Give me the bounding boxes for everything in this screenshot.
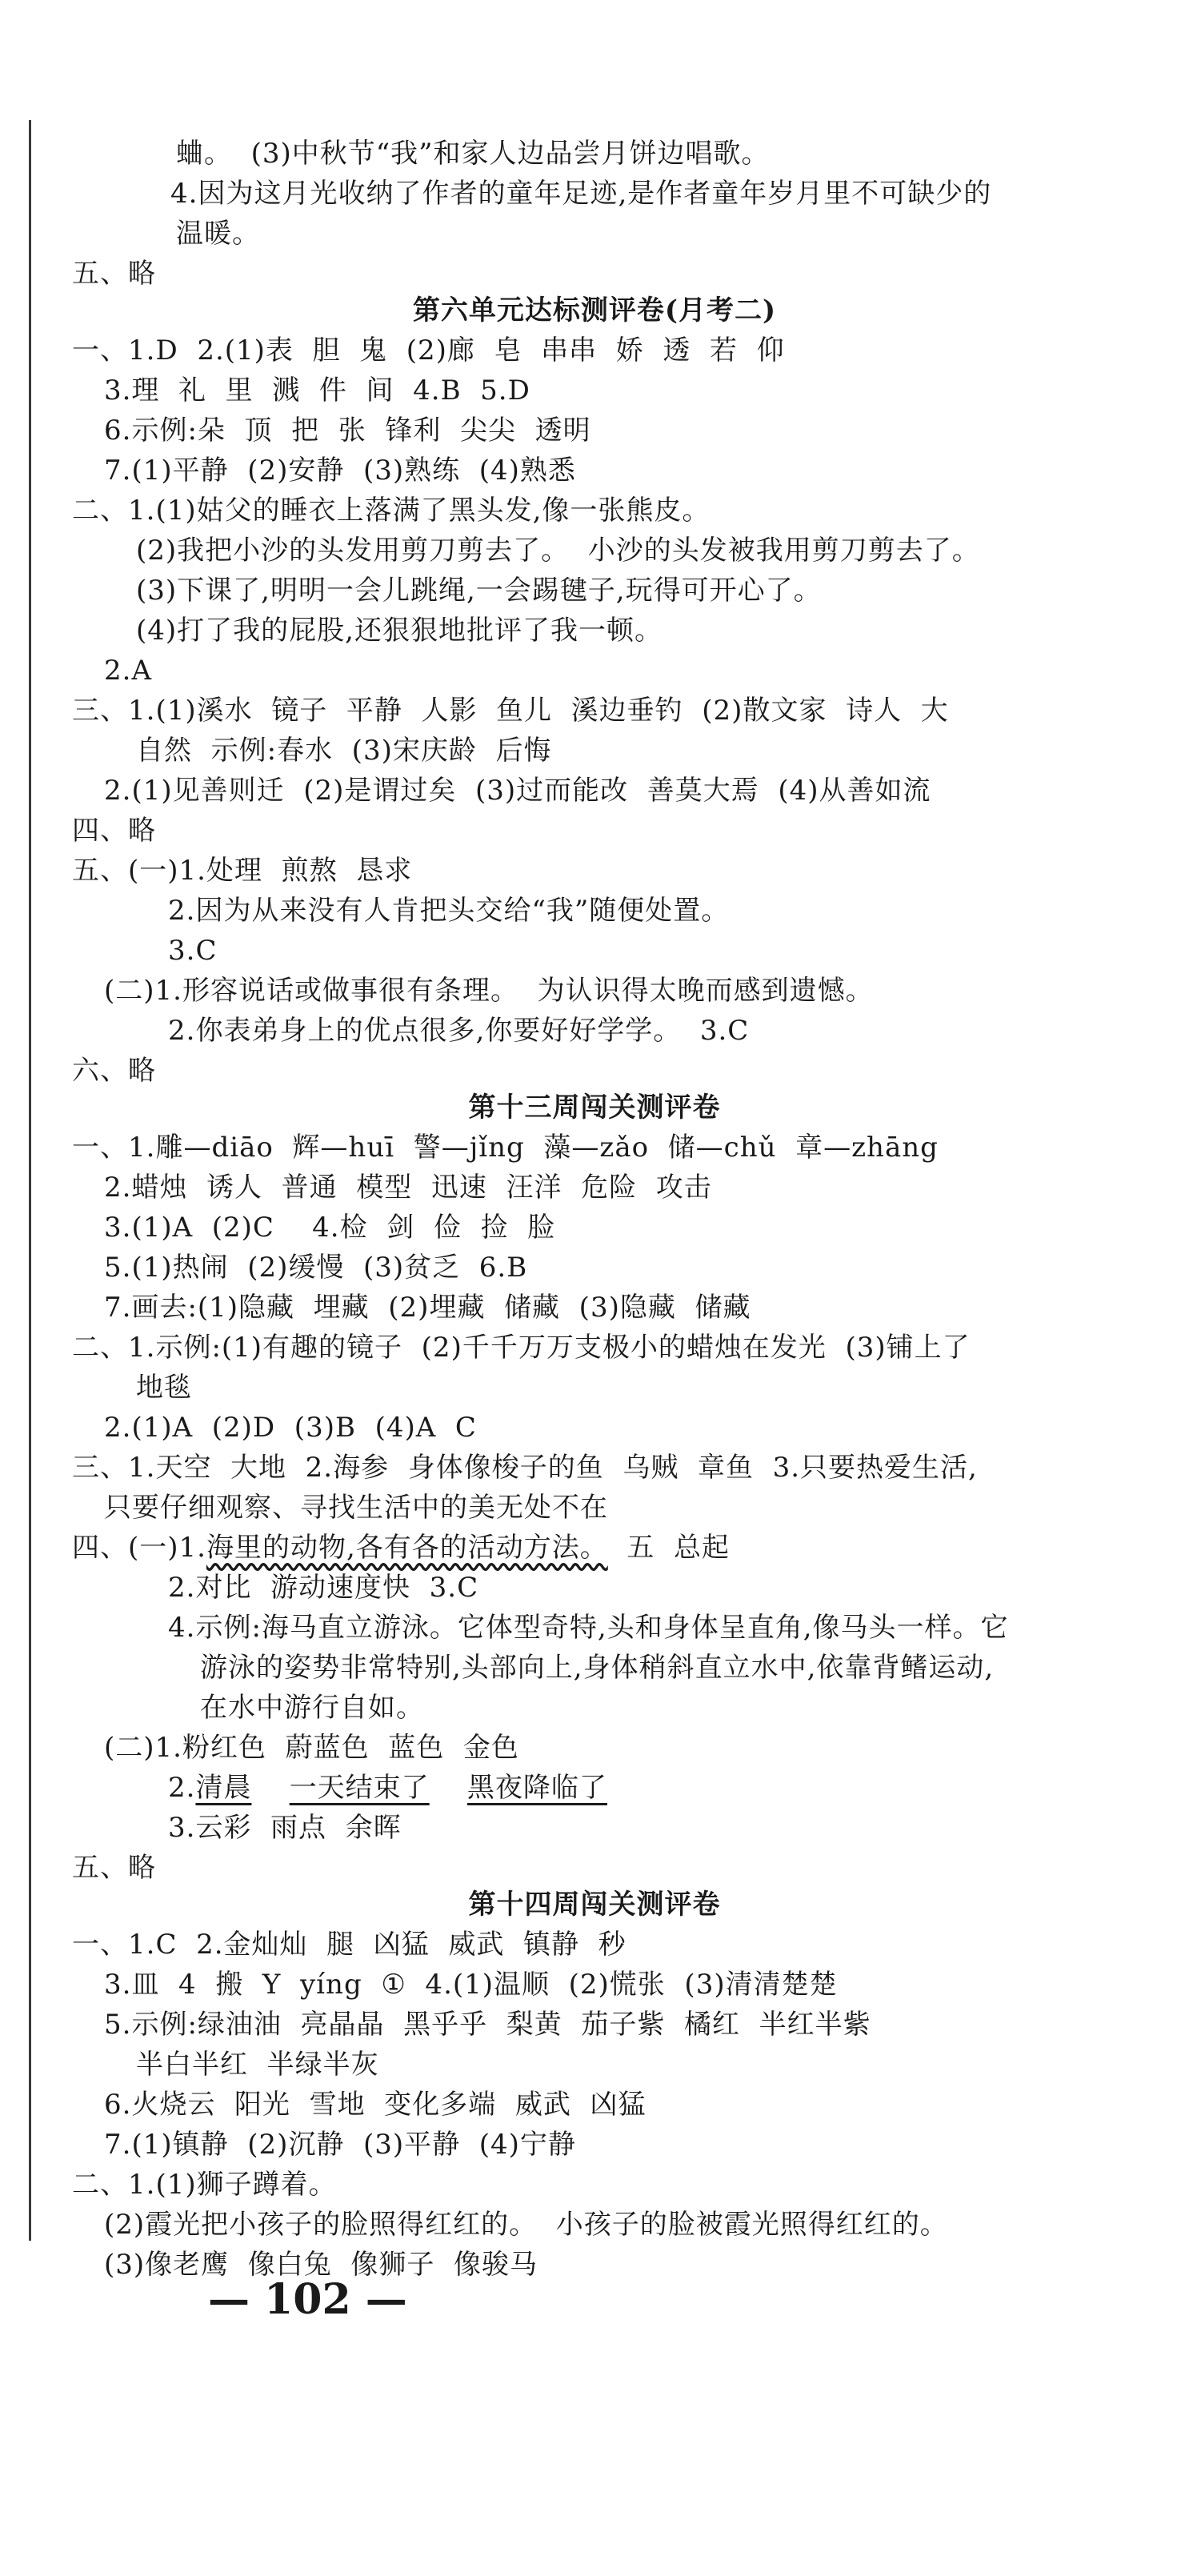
- q4-prefix: 四、(一)1.: [72, 1532, 206, 1564]
- text-line: 一、1.C 2.金灿灿 腿 凶猛 威武 镇静 秒: [72, 1929, 627, 1961]
- text-line: 在水中游行自如。: [200, 1692, 424, 1724]
- section-title-week14: 第十四周闯关测评卷: [468, 1889, 721, 1921]
- text-line: (2)霞光把小孩子的脸照得红红的。 小孩子的脸被霞光照得红红的。: [104, 2209, 948, 2241]
- text-line: 3.云彩 雨点 余晖: [168, 1812, 402, 1844]
- text-line: 一、1.D 2.(1)表 胆 鬼 (2)廊 皂 串串 娇 透 若 仰: [72, 335, 785, 367]
- text-line: 6.火烧云 阳光 雪地 变化多端 威武 凶猛: [104, 2089, 647, 2121]
- text-line: 五、(一)1.处理 煎熬 恳求: [72, 855, 413, 887]
- text-line: (4)打了我的屁股,还狠狠地批评了我一顿。: [136, 615, 663, 647]
- text-line: 3.(1)A (2)C 4.检 剑 俭 捡 脸: [104, 1212, 556, 1244]
- text-line: (二)1.形容说话或做事很有条理。 为认识得太晚而感到遗憾。: [104, 975, 874, 1007]
- section-title-week13: 第十三周闯关测评卷: [468, 1092, 721, 1124]
- text-line: 4.示例:海马直立游泳。它体型奇特,头和身体呈直角,像马头一样。它: [168, 1612, 1009, 1644]
- text-line: 四、略: [72, 815, 156, 847]
- text-line: 二、1.(1)狮子蹲着。: [72, 2169, 337, 2201]
- text-line: 只要仔细观察、寻找生活中的美无处不在: [104, 1492, 608, 1524]
- text-line: 蛐。 (3)中秋节“我”和家人边品尝月饼边唱歌。: [176, 138, 770, 170]
- text-line: 2.(1)A (2)D (3)B (4)A C: [104, 1412, 477, 1444]
- text-line: 3.理 礼 里 溅 件 间 4.B 5.D: [104, 375, 530, 407]
- text-line: 温暖。: [176, 218, 260, 250]
- underlined-answer: 清晨: [195, 1772, 252, 1804]
- wavy-underlined-answer: 海里的动物,各有各的活动方法。: [206, 1532, 608, 1564]
- text-line: 4.因为这月光收纳了作者的童年足迹,是作者童年岁月里不可缺少的: [170, 178, 992, 210]
- text-line: 3.皿 4 搬 Y yíng ① 4.(1)温顺 (2)慌张 (3)清清楚楚: [104, 1969, 838, 2001]
- text-line: 三、1.(1)溪水 镜子 平静 人影 鱼儿 溪边垂钓 (2)散文家 诗人 大: [72, 695, 949, 727]
- q2-prefix: 2.: [168, 1772, 196, 1804]
- text-line: 5.示例:绿油油 亮晶晶 黑乎乎 梨黄 茄子紫 橘红 半红半紫: [104, 2009, 871, 2041]
- text-line-q2: [168, 1769, 607, 1807]
- q4-suffix: 五 总起: [607, 1532, 731, 1564]
- text-line: 自然 示例:春水 (3)宋庆龄 后悔: [136, 735, 552, 767]
- text-line: 5.(1)热闹 (2)缓慢 (3)贫乏 6.B: [104, 1252, 528, 1284]
- page-number: — 102 —: [208, 2275, 407, 2324]
- text-line: 五、略: [72, 258, 156, 290]
- underlined-answer: 黑夜降临了: [466, 1772, 607, 1804]
- text-line: 游泳的姿势非常特别,头部向上,身体稍斜直立水中,依靠背鳍运动,: [200, 1652, 995, 1684]
- text-line: 2.A: [104, 655, 152, 687]
- text-line: 半白半红 半绿半灰: [136, 2049, 379, 2081]
- text-line: (2)我把小沙的头发用剪刀剪去了。 小沙的头发被我用剪刀剪去了。: [136, 535, 980, 567]
- text-line: 7.(1)平静 (2)安静 (3)熟练 (4)熟悉: [104, 455, 576, 487]
- text-line: 五、略: [72, 1852, 156, 1884]
- text-line: (3)下课了,明明一会儿跳绳,一会踢毽子,玩得可开心了。: [136, 575, 822, 607]
- text-line: 2.你表弟身上的优点很多,你要好好学学。 3.C: [168, 1015, 750, 1047]
- text-line: (二)1.粉红色 蔚蓝色 蓝色 金色: [104, 1732, 519, 1764]
- text-line: 7.(1)镇静 (2)沉静 (3)平静 (4)宁静: [104, 2129, 576, 2161]
- text-line: 2.蜡烛 诱人 普通 模型 迅速 汪洋 危险 攻击: [104, 1172, 712, 1204]
- text-line: 地毯: [136, 1372, 192, 1404]
- section-title-unit6: 第六单元达标测评卷(月考二): [412, 294, 777, 327]
- text-line: 7.画去:(1)隐藏 埋藏 (2)埋藏 储藏 (3)隐藏 储藏: [104, 1292, 751, 1324]
- text-line: 二、1.(1)姑父的睡衣上落满了黑头发,像一张熊皮。: [72, 495, 711, 527]
- underlined-answer: 一天结束了: [289, 1772, 430, 1804]
- text-line: 2.对比 游动速度快 3.C: [168, 1572, 479, 1604]
- text-line-q4: [72, 1528, 730, 1567]
- text-line: 二、1.示例:(1)有趣的镜子 (2)千千万万支极小的蜡烛在发光 (3)铺上了: [72, 1332, 971, 1364]
- text-line: 三、1.天空 大地 2.海参 身体像梭子的鱼 乌贼 章鱼 3.只要热爱生活,: [72, 1452, 978, 1484]
- text-line: 2.(1)见善则迁 (2)是谓过矣 (3)过而能改 善莫大焉 (4)从善如流: [104, 775, 931, 807]
- text-line: 六、略: [72, 1055, 156, 1087]
- text-line: 一、1.雕—diāo 辉—huī 警—jǐng 藻—zǎo 储—chǔ 章—zhāng: [72, 1132, 939, 1164]
- text-line: 3.C: [168, 935, 218, 967]
- text-line: 6.示例:朵 顶 把 张 锋利 尖尖 透明: [104, 415, 591, 447]
- text-line: 2.因为从来没有人肯把头交给“我”随便处置。: [168, 895, 730, 927]
- text-line: (3)像老鹰 像白兔 像狮子 像骏马: [104, 2249, 538, 2281]
